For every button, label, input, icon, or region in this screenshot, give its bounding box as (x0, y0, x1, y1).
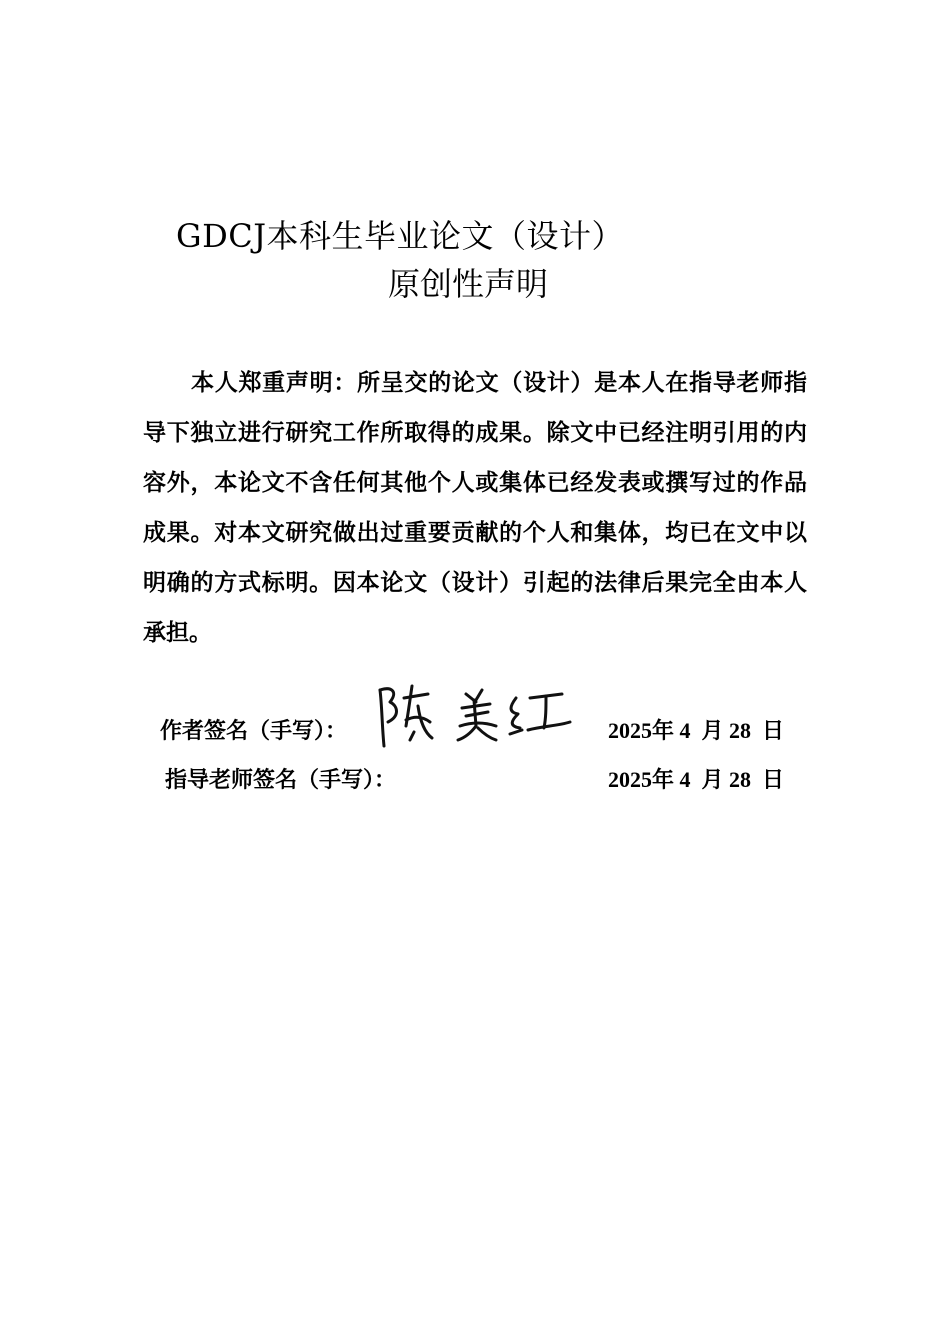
declaration-statement: 本人郑重声明：所呈交的论文（设计）是本人在指导老师指导下独立进行研究工作所取得的成果。除文中已经注明引用的内容外，本论文不含任何其他个人或集体已经发表或撰写过的作品成果。对本文研究做出过重要贡献的个人和集体，均已在文中以明确的方式标明。因本论文（设计）引起的法律后果完全由本人承担。 (143, 369, 807, 646)
date-day: 28 (729, 767, 752, 792)
date-month: 4 (679, 718, 691, 743)
date-year: 2025 (608, 767, 652, 792)
advisor-signature-row (0, 760, 950, 800)
date-day: 28 (729, 718, 752, 743)
author-signature-date (608, 711, 784, 751)
handwritten-signature (370, 676, 580, 756)
date-year: 2025 (608, 718, 652, 743)
date-month-unit: 月 (701, 767, 724, 792)
page-subtitle: 原创性声明 (388, 265, 549, 303)
advisor-signature-label: 指导老师签名（手写）： (165, 767, 397, 793)
date-year-unit: 年 (652, 718, 675, 743)
date-day-unit: 日 (762, 718, 785, 743)
date-year-unit: 年 (652, 767, 675, 792)
advisor-signature-date (608, 760, 784, 800)
date-month: 4 (679, 767, 691, 792)
page-title: GDCJ本科生毕业论文（设计） (176, 217, 625, 255)
date-day-unit: 日 (762, 767, 785, 792)
date-month-unit: 月 (701, 718, 724, 743)
author-signature-label: 作者签名（手写）： (160, 718, 348, 744)
